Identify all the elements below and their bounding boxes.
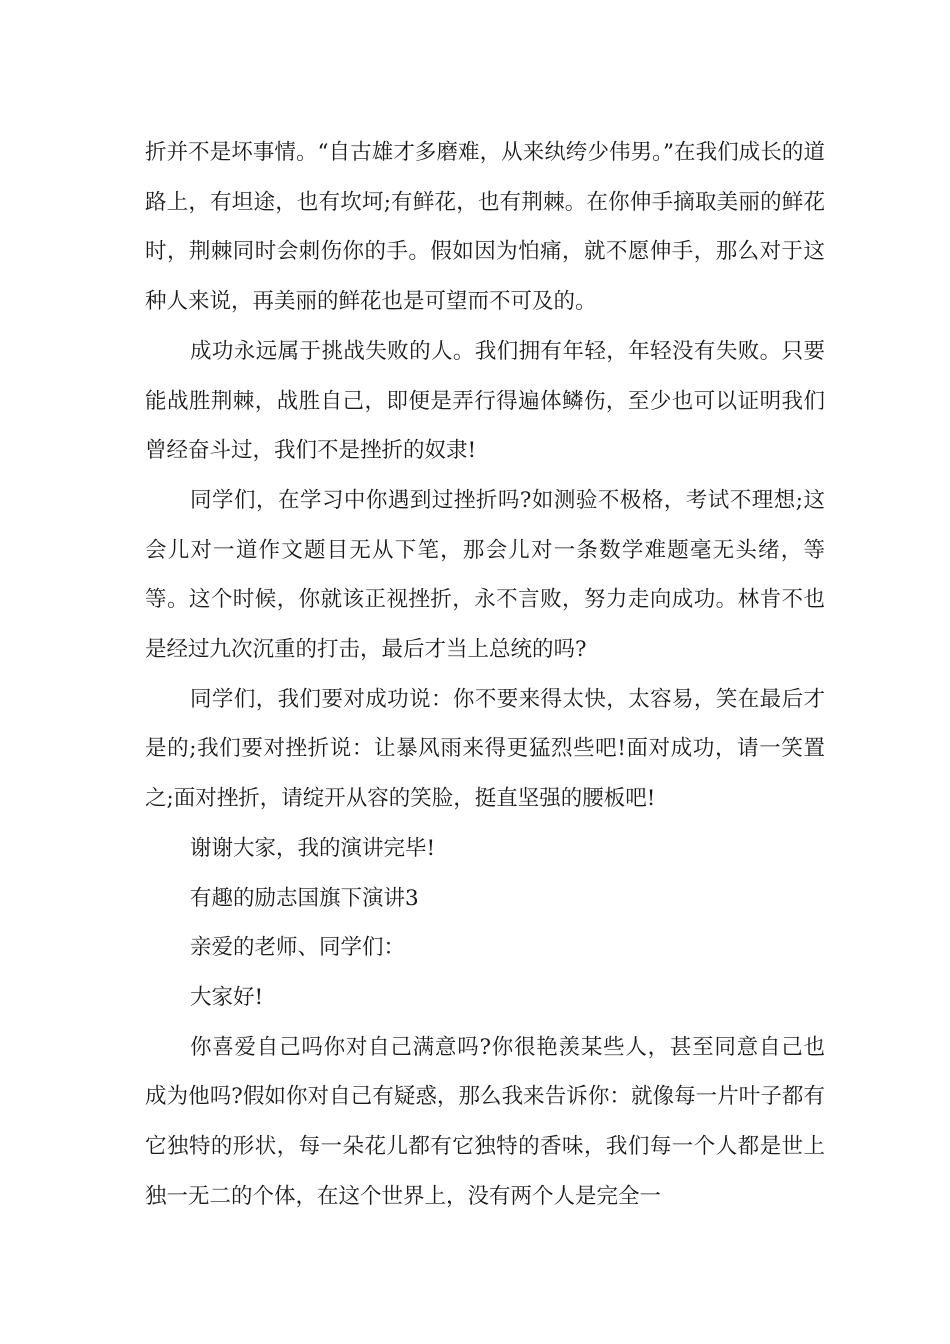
paragraph — [145, 874, 825, 924]
paragraph — [145, 476, 825, 675]
text-line: 子都有它独特的形状，每一朵花儿都有它独特的香味，我们每一个 — [145, 1084, 825, 1160]
text-line: 这会儿对一道作文题目无从下笔，那会儿对一条数学难题毫无头绪， — [145, 487, 825, 563]
text-line: 折并不是坏事情。“自古雄才多磨难，从来纨绔少伟男。”在我们 — [145, 140, 739, 165]
text-line: 等等。这个时候，你就该正视挫折，永不言败，努力走向成功。林 — [145, 537, 825, 613]
paragraph — [145, 675, 825, 824]
text-line: 同学们，在学习中你遇到过挫折吗?如测验不极格，考试不理想; — [190, 487, 803, 513]
text-line: 证明我们曾经奋斗过，我们不是挫折的奴隶! — [145, 388, 825, 464]
paragraph — [145, 128, 825, 327]
text-line: 谢谢大家，我的演讲完毕! — [190, 835, 436, 861]
text-line: 你喜爱自己吗你对自己满意吗?你很艳羡某些人，甚至同意自己 — [190, 1034, 804, 1060]
text-line: 人都是世上独一无二的个体，在这个世界上，没有两个人是完全一 — [145, 1134, 825, 1209]
text-line: 成功永远属于挑战失败的人。我们拥有年轻，年轻没有失败。 — [190, 338, 782, 364]
text-line: 也成为他吗?假如你对自己有疑惑，那么我来告诉你：就像每一片叶 — [145, 1034, 825, 1110]
text-line: 成长的道路上，有坦途，也有坎坷;有鲜花，也有荆棘。在你伸手摘 — [145, 140, 825, 215]
text-line: 取美丽的鲜花时，荆棘同时会刺伤你的手。假如因为怕痛，就不愿 — [145, 189, 825, 265]
text-line: 肯不也是经过九次沉重的打击，最后才当上总统的吗? — [145, 587, 825, 663]
text-line: 只要能战胜荆棘，战胜自己，即便是弄行得遍体鳞伤，至少也可以 — [145, 338, 825, 414]
paragraph — [145, 1023, 825, 1222]
text-line: 亲爱的老师、同学们： — [190, 935, 406, 961]
paragraph — [145, 824, 825, 874]
text-line: 后才是的;我们要对挫折说：让暴风雨来得更猛烈些吧!面对成功， — [145, 686, 825, 762]
document-body — [145, 128, 825, 1221]
paragraph — [145, 327, 825, 476]
text-line: 同学们，我们要对成功说：你不要来得太快，太容易，笑在最 — [190, 686, 782, 712]
text-line: 大家好! — [190, 984, 264, 1010]
paragraph — [145, 973, 825, 1023]
paragraph — [145, 923, 825, 973]
text-line: 有趣的励志国旗下演讲3 — [190, 885, 419, 911]
text-line: 请一笑置之;面对挫折，请绽开从容的笑脸，挺直坚强的腰板吧! — [145, 736, 825, 812]
text-line: 伸手，那么对于这种人来说，再美丽的鲜花也是可望而不可及的。 — [145, 239, 825, 315]
